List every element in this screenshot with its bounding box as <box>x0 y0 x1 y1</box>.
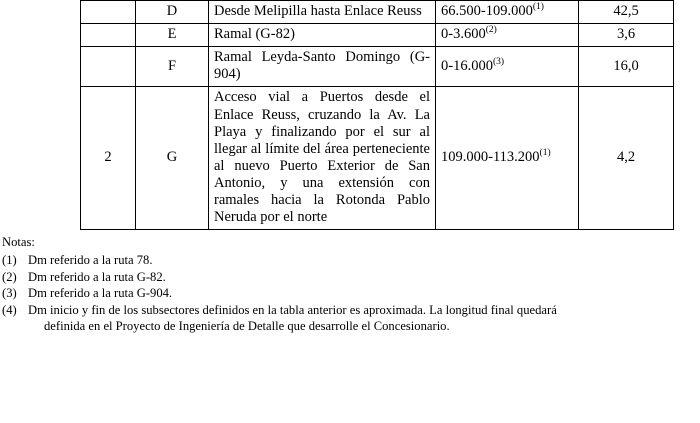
dm-value: 109.000-113.200 <box>441 149 540 166</box>
note-text: Dm referido a la ruta G-82. <box>28 269 166 284</box>
table-row <box>81 1 674 24</box>
note-text-line1: Dm inicio y fin de los subsectores definidos en la tabla anterior es aproximada. La longitud final quedará <box>28 302 557 317</box>
note-item <box>2 269 694 286</box>
dm-footnote-ref: (1) <box>539 148 551 159</box>
note-text <box>28 302 694 335</box>
note-marker: (4) <box>2 302 17 317</box>
cell-length: 3,6 <box>579 24 674 47</box>
cell-subsector: D <box>136 1 209 24</box>
dm-footnote-ref: (3) <box>492 56 505 67</box>
cell-description: Desde Melipilla hasta Enlace Reuss <box>209 1 436 24</box>
table-row <box>81 87 674 230</box>
cell-description: Ramal Leyda-Santo Domingo (G-904) <box>209 47 436 87</box>
cell-description: Ramal (G-82) <box>209 24 436 47</box>
dm-footnote-ref: (1) <box>532 2 544 13</box>
sectors-table <box>80 0 674 230</box>
cell-description: Acceso vial a Puertos desde el Enlace Reuss, cruzando la Av. La Playa y finalizando por el sur al llegar al límite del área perteneciente al nuevo Puerto Exterior de San Antonio, y una extensión con ramales hacia la Rotonda Pablo Neruda por el norte <box>209 87 436 230</box>
table-body <box>81 1 674 230</box>
cell-subsector: G <box>136 87 209 230</box>
note-text: Dm referido a la ruta G-904. <box>28 286 173 301</box>
cell-sector: 2 <box>81 87 136 230</box>
note-text: Dm referido a la ruta 78. <box>28 252 153 267</box>
note-marker: (3) <box>2 286 17 301</box>
dm-value: 0-3.600 <box>441 26 486 43</box>
note-item <box>2 252 694 269</box>
note-item <box>2 285 694 302</box>
cell-dm <box>436 1 579 24</box>
cell-sector <box>81 1 136 24</box>
cell-length: 4,2 <box>579 87 674 230</box>
notes-block <box>0 230 700 335</box>
note-text-line2: definida en el Proyecto de Ingeniería de Detalle que desarrolle el Concesionario. <box>44 319 450 334</box>
cell-dm <box>436 87 579 230</box>
table-row <box>81 24 674 47</box>
note-item <box>2 302 694 335</box>
cell-dm <box>436 24 579 47</box>
cell-sector <box>81 47 136 87</box>
cell-length: 16,0 <box>579 47 674 87</box>
dm-footnote-ref: (2) <box>485 25 497 36</box>
dm-value: 0-16.000 <box>441 57 493 74</box>
table-row <box>81 47 674 87</box>
cell-length: 42,5 <box>579 1 674 24</box>
notes-title: Notas: <box>2 235 35 250</box>
cell-subsector: F <box>136 47 209 87</box>
note-marker: (2) <box>2 269 17 284</box>
cell-dm <box>436 47 579 87</box>
cell-subsector: E <box>136 24 209 47</box>
dm-value: 66.500-109.000 <box>441 3 533 19</box>
note-marker: (1) <box>2 252 17 267</box>
cell-sector <box>81 24 136 47</box>
